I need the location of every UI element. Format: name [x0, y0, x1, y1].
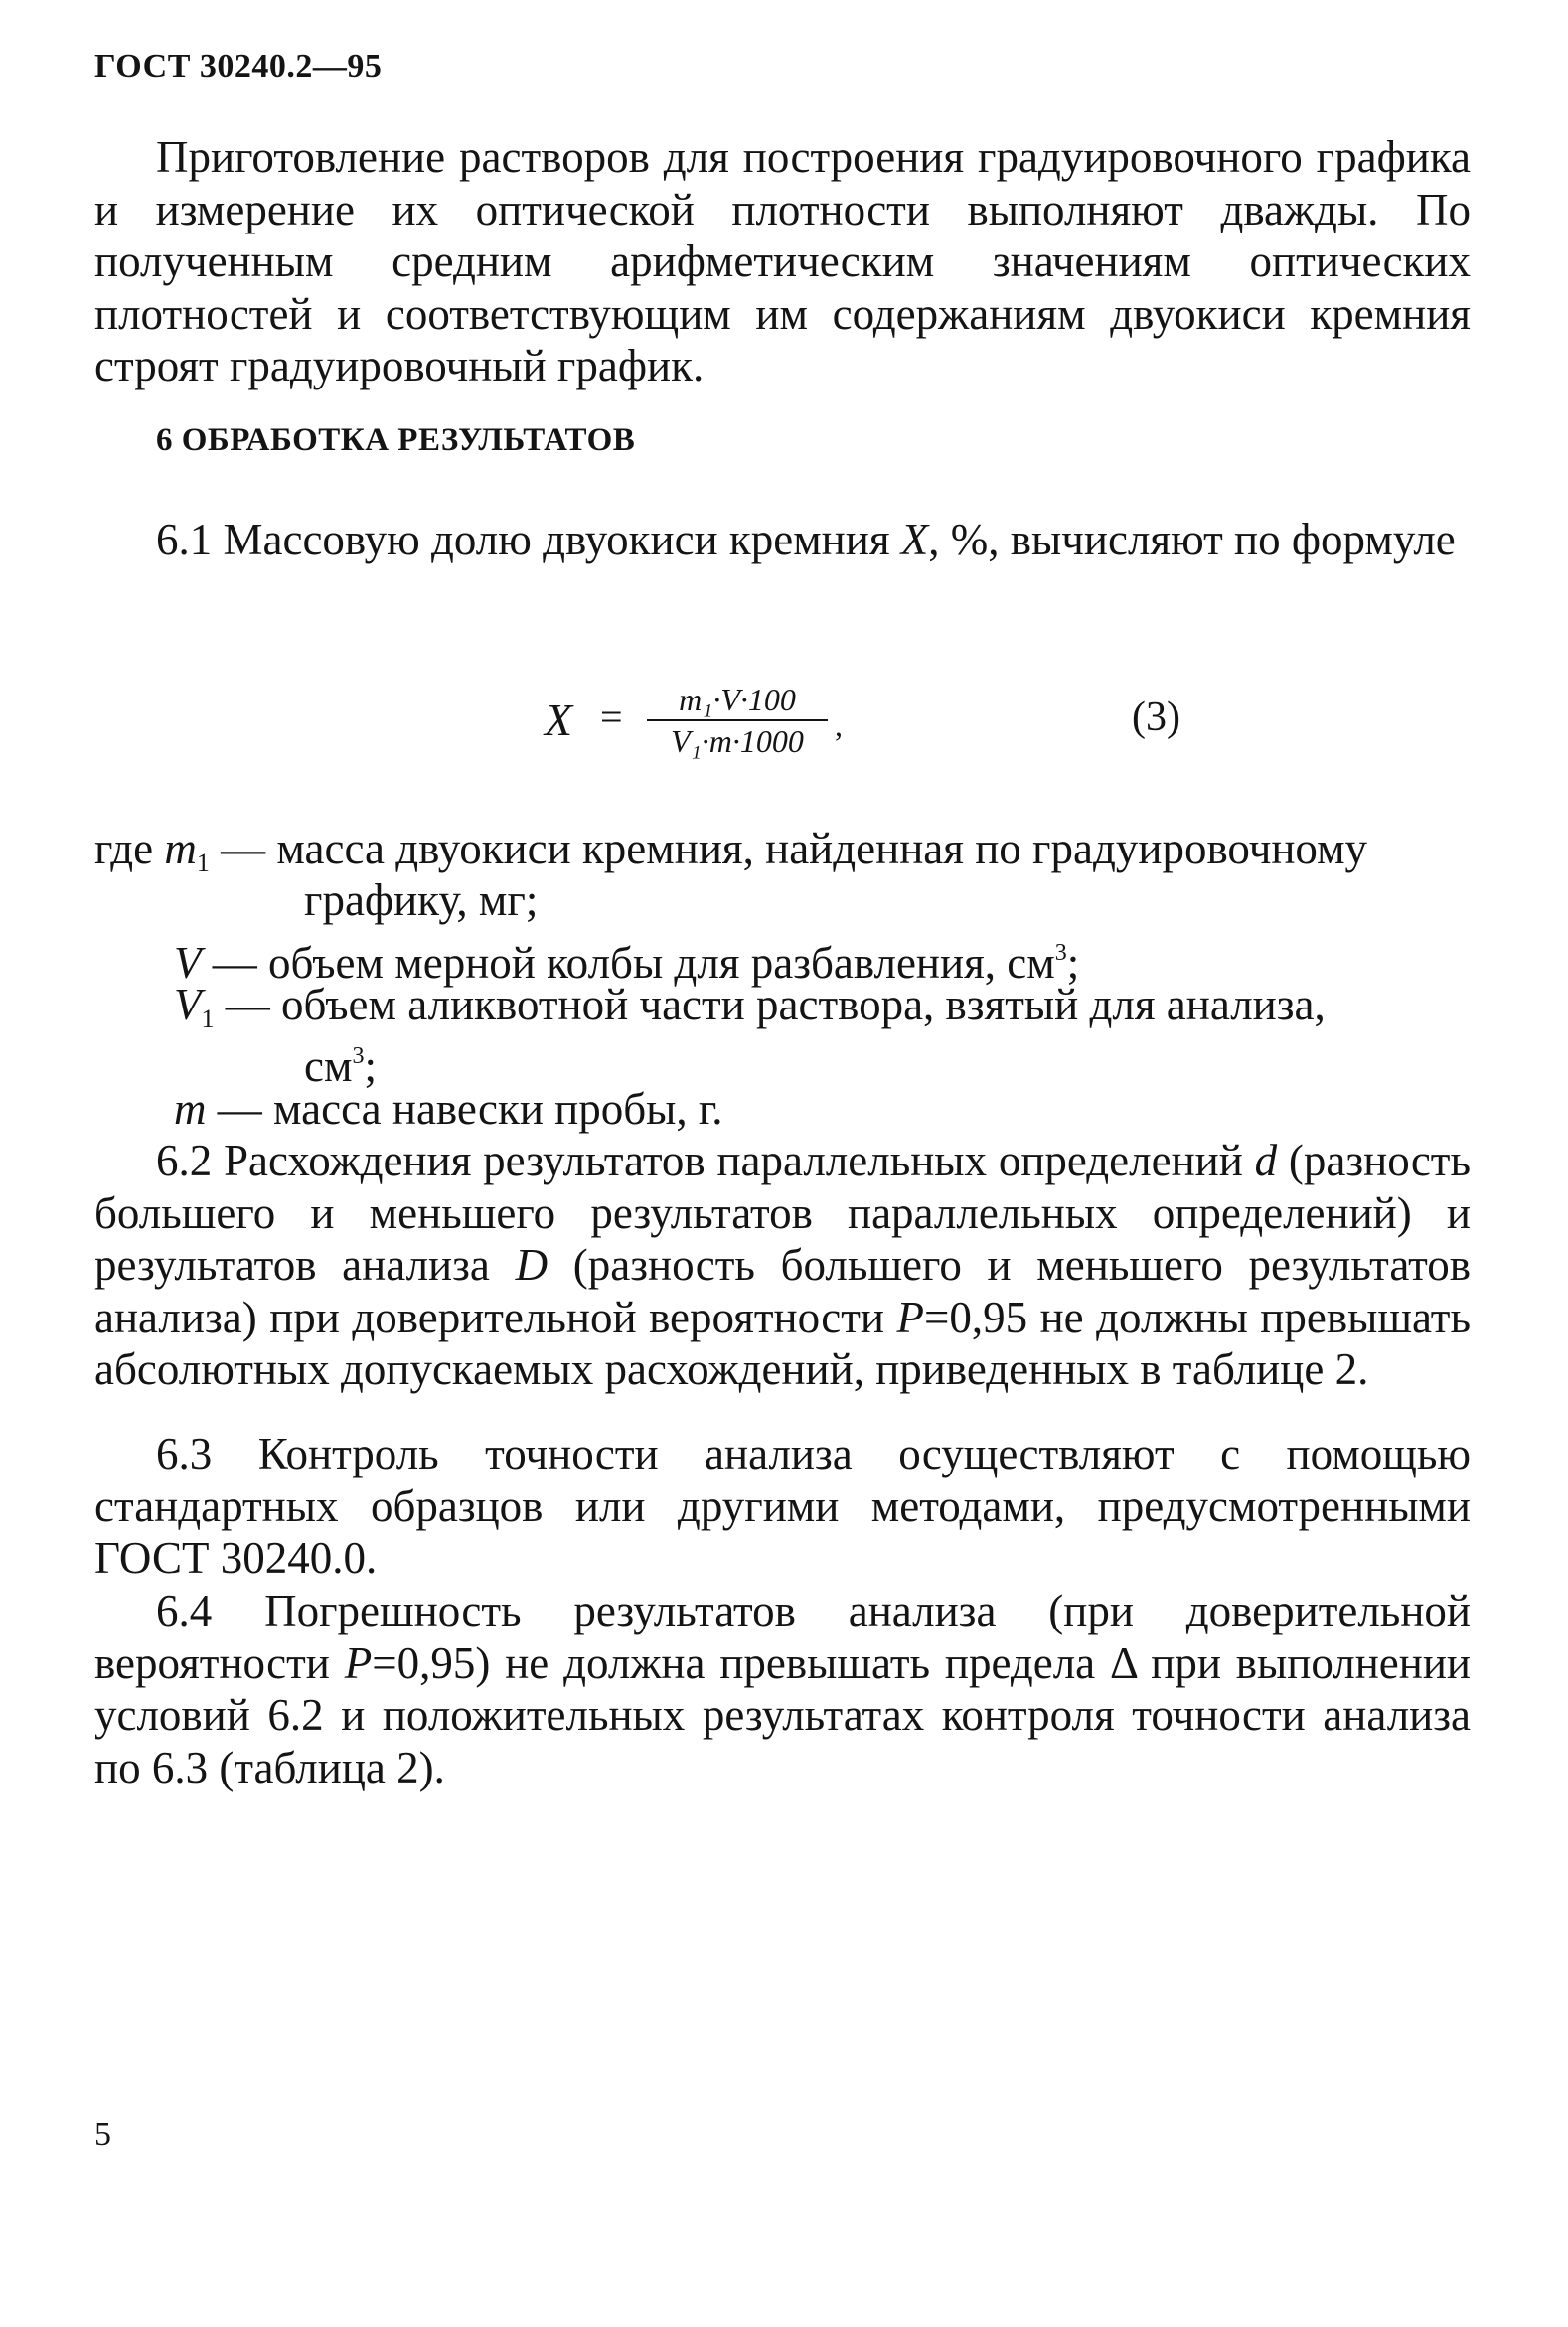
paragraph-6-3: 6.3 Контроль точности анализа осуществляют с помощью стандартных образцов или другими методами, предусмотренными ГОСТ 30240.0.	[94, 1429, 1471, 1583]
p61-text-before: 6.1 Массовую долю двуокиси кремния	[156, 515, 901, 564]
p62-c: (разность большего и меньшего результатов анализа) при доверительной вероятности	[94, 1240, 1471, 1342]
p62-D: D	[515, 1240, 549, 1290]
def-v1-text-a: — объем аликвотной части раствора, взятый для анализа,	[214, 980, 1326, 1029]
def-v-end: ;	[1066, 938, 1080, 988]
paragraph-6-4	[94, 1585, 1471, 1793]
formula-denominator: V₁·m·1000	[671, 723, 804, 759]
formula-3	[545, 682, 1240, 761]
formula-numerator: m₁·V·100	[679, 682, 796, 717]
definition-m	[174, 1083, 723, 1136]
fraction-bar	[647, 719, 828, 721]
section-title: 6 ОБРАБОТКА РЕЗУЛЬТАТОВ	[156, 422, 636, 458]
def-v1-unit-sup: 3	[352, 1043, 365, 1069]
def-v1-unit: см	[304, 1041, 353, 1091]
def-v-text: — объем мерной колбы для разбавления, см	[201, 938, 1055, 988]
formula-comma: ,	[835, 707, 843, 743]
formula-fraction	[647, 682, 828, 759]
definition-m1-cont: графику, мг;	[304, 875, 539, 925]
formula-equals: =	[600, 695, 623, 739]
definition-m1	[94, 823, 1367, 890]
page-number: 5	[94, 2116, 111, 2153]
p64-b: =0,95) не должна превышать предела Δ при выполнении условий 6.2 и положительных результатах контроля точности анализа по 6.3 (таблица 2).	[94, 1637, 1471, 1792]
def-m1-sub: 1	[196, 849, 210, 877]
p61-var-x: X	[900, 515, 929, 564]
def-v1-sub: 1	[201, 1005, 215, 1033]
p64-a: 6.4 Погрешность результатов анализа (при доверительной вероятности	[94, 1586, 1471, 1688]
def-where: где	[94, 824, 154, 873]
p62-P: P	[896, 1292, 924, 1342]
intro-paragraph: Приготовление растворов для построения градуировочного графика и измерение их оптической плотности выполняют дважды. По полученным средним арифметическим значениям оптических плотностей и соответствующим им содержаниям двуокиси кремния строят градуировочный график.	[94, 132, 1471, 390]
p62-d: d	[1254, 1136, 1278, 1185]
def-m1-text-a: — масса двуокиси кремния, найденная по градуировочному	[209, 824, 1368, 873]
p62-b: (разность большего и меньшего результатов параллельных определений) и результатов анализа	[94, 1136, 1471, 1290]
def-v-var: V	[174, 938, 202, 988]
def-m-var: m	[174, 1084, 207, 1134]
p61-text-after: , %, вычисляют по формуле	[928, 515, 1456, 564]
def-m1-var: m	[164, 824, 197, 873]
def-v1-unit-end: ;	[364, 1041, 377, 1091]
def-v-sup: 3	[1054, 940, 1067, 966]
paragraph-6-2	[94, 1135, 1471, 1396]
formula-number: (3)	[1132, 695, 1180, 740]
p64-P: P	[344, 1637, 373, 1688]
paragraph-6-1	[94, 514, 1471, 566]
def-m-text: — масса навески пробы, г.	[206, 1084, 723, 1134]
p62-e: =0,95 не должны превышать абсолютных допускаемых расхождений, приведенных в таблице 2.	[94, 1292, 1471, 1394]
document-header: ГОСТ 30240.2—95	[94, 48, 383, 84]
def-v1-var: V	[174, 980, 202, 1029]
p62-a: 6.2 Расхождения результатов параллельных определений	[156, 1136, 1255, 1185]
formula-lhs: X	[545, 695, 573, 745]
